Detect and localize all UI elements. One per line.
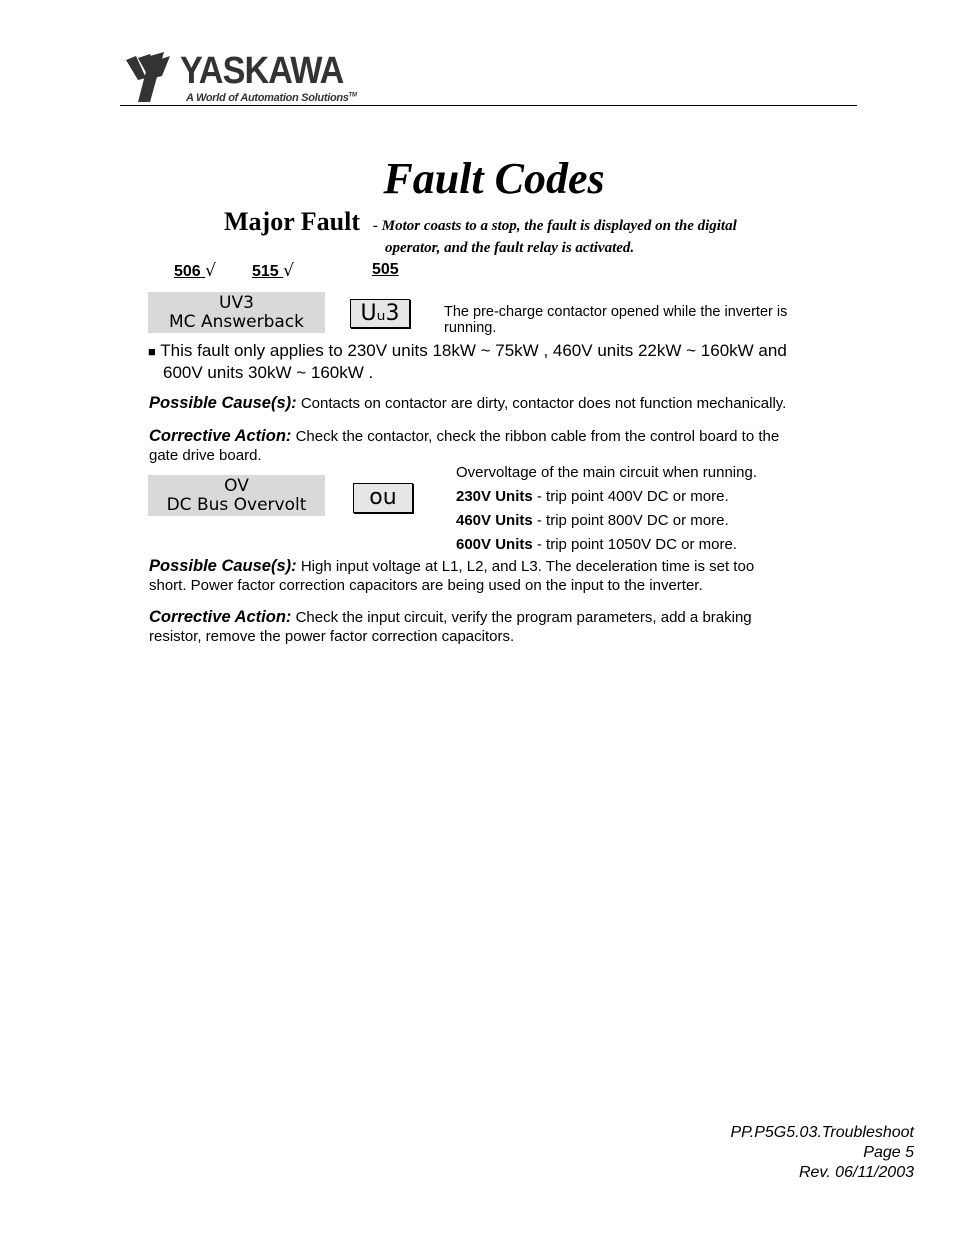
trademark: TM bbox=[348, 92, 357, 99]
fault-title: DC Bus Overvolt bbox=[166, 495, 307, 515]
fault-name-uv3 bbox=[148, 292, 325, 333]
model-515: 515 √ bbox=[252, 261, 294, 281]
check-icon: √ bbox=[283, 261, 294, 281]
brand-tagline: A World of Automation Solutions™ bbox=[186, 92, 357, 104]
doc-id: PP.P5G5.03.Troubleshoot bbox=[730, 1124, 914, 1141]
applicability-note: ■ This fault only applies to 230V units 18kW ~ 75kW , 460V units 22kW ~ 160kW and 600V units 30kW ~ 160kW . bbox=[148, 341, 787, 382]
page-number: Page 5 bbox=[863, 1144, 914, 1161]
model-505: 505 bbox=[372, 261, 399, 278]
bullet-icon: ■ bbox=[148, 344, 156, 359]
fault-code: OV bbox=[224, 476, 249, 496]
fault-code: UV3 bbox=[219, 293, 254, 313]
trip-point-460v: 460V Units - trip point 800V DC or more. bbox=[456, 512, 729, 529]
fault-description-ov: Overvoltage of the main circuit when running. bbox=[456, 464, 757, 481]
major-fault-desc-line1: - Motor coasts to a stop, the fault is displayed on the digital bbox=[373, 218, 737, 234]
corrective-action-uv3: Corrective Action: Check the contactor, check the ribbon cable from the control board to the gate drive board. bbox=[149, 427, 780, 464]
trip-point-230v: 230V Units - trip point 400V DC or more. bbox=[456, 488, 729, 505]
fault-title: MC Answerback bbox=[169, 312, 304, 332]
header-divider bbox=[120, 105, 857, 106]
trip-point-600v: 600V Units - trip point 1050V DC or more. bbox=[456, 536, 737, 553]
possible-cause-uv3: Possible Cause(s): Contacts on contactor are dirty, contactor does not function mechanically. bbox=[149, 394, 787, 412]
model-506: 506 √ bbox=[174, 261, 216, 281]
brand-name: YASKAWA bbox=[180, 50, 344, 92]
major-fault-label: Major Fault bbox=[224, 207, 360, 236]
page-footer bbox=[730, 1123, 914, 1183]
fault-name-ov bbox=[148, 475, 325, 516]
major-fault-desc-line2: operator, and the fault relay is activated. bbox=[385, 240, 635, 256]
revision-date: Rev. 06/11/2003 bbox=[798, 1164, 914, 1181]
operator-display-ov: ou bbox=[353, 483, 413, 513]
fault-description-uv3: The pre-charge contactor opened while the inverter is running. bbox=[444, 304, 788, 336]
operator-display-uv3: Uᵤ3 bbox=[350, 299, 410, 328]
corrective-action-ov: Corrective Action: Check the input circuit, verify the program parameters, add a braking resistor, remove the power factor correction capacitors. bbox=[149, 608, 752, 645]
check-icon: √ bbox=[205, 261, 216, 281]
page-title: Fault Codes bbox=[383, 154, 605, 203]
yaskawa-logo-icon bbox=[124, 52, 180, 104]
possible-cause-ov: Possible Cause(s): High input voltage at L1, L2, and L3. The deceleration time is set too short. Power factor correction capacitors are being used on the input to the inverter. bbox=[149, 557, 755, 594]
